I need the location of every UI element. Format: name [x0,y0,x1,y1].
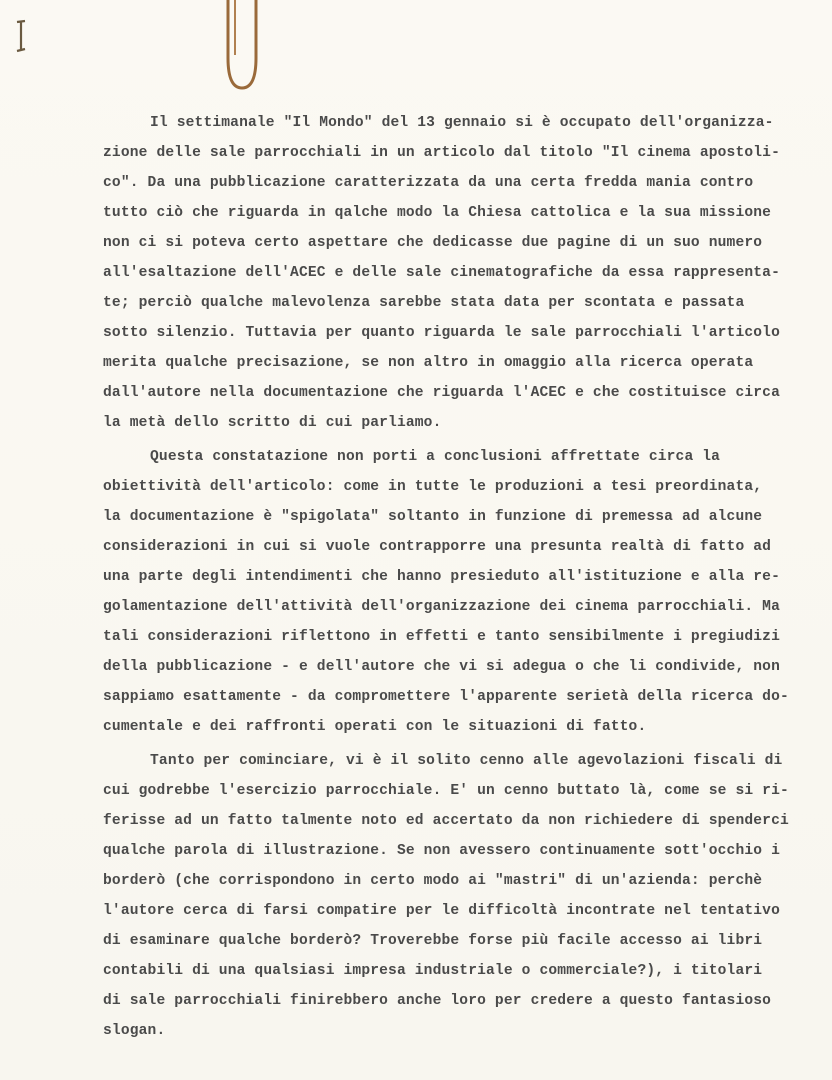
paragraph-1 [103,108,783,438]
text-line: slogan. [103,1023,166,1039]
typewritten-text [103,108,789,1050]
text-line: la metà dello scritto di cui parliamo. [103,415,442,431]
text-line: di sale parrocchiali finirebbero anche loro per credere a questo fantasioso [103,993,772,1009]
text-line: Il settimanale "Il Mondo" del 13 gennaio si è occupato dell'organizza- [150,115,774,131]
text-line: considerazioni in cui si vuole contrapporre una presunta realtà di fatto ad [103,539,772,555]
text-line: Questa constatazione non porti a conclusioni affrettate circa la [150,449,721,465]
text-line: l'autore cerca di farsi compatire per le difficoltà incontrate nel tentativo [103,903,780,919]
text-line: ferisse ad un fatto talmente noto ed accertato da non richiedere di spenderci [103,813,789,829]
text-line: una parte degli intendimenti che hanno presieduto all'istituzione e alla re- [103,569,780,585]
text-line: obiettività dell'articolo: come in tutte le produzioni a tesi preordinata, [103,479,763,495]
text-line: dall'autore nella documentazione che riguarda l'ACEC e che costituisce circa [103,385,780,401]
paperclip-icon [222,0,262,92]
text-line: tutto ciò che riguarda in qalche modo la Chiesa cattolica e la sua missione [103,205,772,221]
text-line: sotto silenzio. Tuttavia per quanto riguarda le sale parrocchiali l'articolo [103,325,780,341]
text-line: te; perciò qualche malevolenza sarebbe stata data per scontata e passata [103,295,745,311]
text-line: merita qualche precisazione, se non altro in omaggio alla ricerca operata [103,355,754,371]
text-line: Tanto per cominciare, vi è il solito cenno alle agevolazioni fiscali di [150,753,783,769]
text-line: all'esaltazione dell'ACEC e delle sale cinematografiche da essa rappresenta- [103,265,780,281]
text-line: co". Da una pubblicazione caratterizzata da una certa fredda mania contro [103,175,754,191]
paragraph-3 [103,746,789,1046]
text-line: qualche parola di illustrazione. Se non avessero continuamente sott'occhio i [103,843,780,859]
text-line: della pubblicazione - e dell'autore che vi si adegua o che li condivide, non [103,659,780,675]
text-line: cumentale e dei raffronti operati con le situazioni di fatto. [103,719,647,735]
page-mark [14,18,28,54]
text-line: non ci si poteva certo aspettare che dedicasse due pagine di un suo numero [103,235,763,251]
text-line: contabili di una qualsiasi impresa industriale o commerciale?), i titolari [103,963,763,979]
text-line: la documentazione è "spigolata" soltanto in funzione di premessa ad alcune [103,509,763,525]
text-line: borderò (che corrispondono in certo modo ai "mastri" di un'azienda: perchè [103,873,763,889]
text-line: cui godrebbe l'esercizio parrocchiale. E' un cenno buttato là, come se si ri- [103,783,789,799]
text-line: zione delle sale parrocchiali in un articolo dal titolo "Il cinema apostoli- [103,145,780,161]
paragraph-2 [103,442,789,742]
text-line: tali considerazioni riflettono in effetti e tanto sensibilmente i pregiudizi [103,629,780,645]
text-line: golamentazione dell'attività dell'organizzazione dei cinema parrocchiali. Ma [103,599,780,615]
text-line: di esaminare qualche borderò? Troverebbe forse più facile accesso ai libri [103,933,763,949]
text-line: sappiamo esattamente - da compromettere l'apparente serietà della ricerca do- [103,689,789,705]
